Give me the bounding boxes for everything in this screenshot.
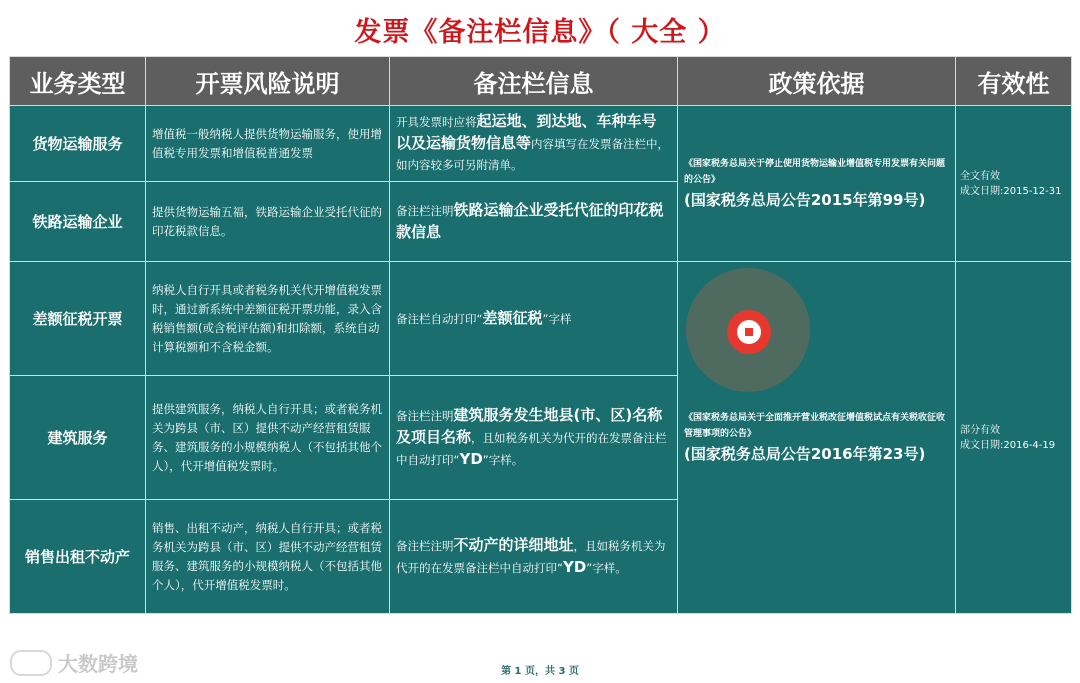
table-header-row — [10, 57, 1072, 106]
note-text: 备注栏注明 — [396, 538, 454, 553]
note-text: 备注栏注明 — [396, 203, 454, 218]
note-text: 备注栏自动打印“ — [396, 311, 483, 326]
validity-status: 部分有效 — [960, 424, 1000, 436]
note-text: ”字样 — [542, 311, 572, 326]
note-emphasis: 铁路运输企业受托代征的印花税款信息 — [396, 200, 664, 241]
note-emphasis: 起运地、到达地、车种车号以及运输货物信息等 — [396, 112, 657, 152]
header-note-info: 备注栏信息 — [390, 57, 678, 106]
note-text: ”字样。 — [482, 452, 524, 467]
policy-cell — [678, 106, 956, 262]
note-emphasis: 不动产的详细地址 — [453, 535, 574, 554]
header-policy-basis: 政策依据 — [678, 57, 956, 106]
validity-status: 全文有效 — [960, 170, 1000, 182]
business-type-cell: 差额征税开票 — [10, 262, 146, 376]
policy-name: 《国家税务总局关于全面推开营业税改征增值税试点有关税收征收管理事项的公告》 — [684, 412, 946, 439]
note-text: 开具发票时应将 — [396, 115, 477, 129]
brand-name: 大数跨境 — [58, 652, 138, 676]
watermark-logo-icon — [727, 310, 771, 354]
business-type-cell: 铁路运输企业 — [10, 182, 146, 262]
policy-number: (国家税务总局公告2015年第99号) — [684, 190, 926, 209]
note-emphasis: 建筑服务发生地县(市、区)名称及项目名称 — [396, 405, 663, 446]
note-cell — [390, 262, 678, 376]
business-type-cell: 货物运输服务 — [10, 106, 146, 182]
invoice-notes-table — [9, 56, 1072, 614]
validity-cell — [956, 106, 1072, 262]
note-cell — [390, 376, 678, 500]
risk-cell: 提供货物运输五福，铁路运输企业受托代征的印花税款信息。 — [146, 182, 390, 262]
header-business-type: 业务类型 — [10, 57, 146, 106]
note-text: 内容填写在发票备注栏中，如内容较多可另附清单。 — [396, 137, 670, 172]
business-type-cell: 销售出租不动产 — [10, 500, 146, 614]
business-type-cell: 建筑服务 — [10, 376, 146, 500]
header-validity: 有效性 — [956, 57, 1072, 106]
risk-cell: 纳税人自行开具或者税务机关代开增值税发票时，通过新系统中差额征税开票功能，录入含税销售额(或含税评估额)和扣除额，系统自动计算税额和不含税金额。 — [146, 262, 390, 376]
validity-date: 成文日期:2015-12-31 — [960, 185, 1062, 197]
risk-cell: 销售、出租不动产，纳税人自行开具；或者税务机关为跨县（市、区）提供不动产经营租赁服务、建筑服务的小规模纳税人（不包括其他个人），代开增值税发票时。 — [146, 500, 390, 614]
note-cell — [390, 182, 678, 262]
note-cell — [390, 500, 678, 614]
note-emphasis: YD — [562, 557, 587, 576]
note-text: 备注栏注明 — [396, 408, 454, 423]
page-title: 发票《备注栏信息》（ 大全 ） — [354, 17, 726, 48]
note-emphasis: 差额征税 — [482, 308, 543, 327]
note-text: ”字样。 — [586, 560, 627, 575]
note-text: ，且如税务机关为代开的在发票备注栏中自动打印“ — [396, 430, 667, 467]
note-cell — [390, 106, 678, 182]
table-row — [10, 106, 1072, 182]
table-row — [10, 262, 1072, 376]
note-emphasis: YD — [459, 449, 483, 468]
page-number: 第 1 页，共 3 页 — [501, 666, 579, 677]
policy-number: (国家税务总局公告2016年第23号) — [684, 444, 926, 463]
note-text: ，且如税务机关为代开的在发票备注栏中自动打印“ — [396, 538, 666, 575]
validity-date: 成文日期:2016-4-19 — [960, 439, 1056, 451]
validity-cell — [956, 262, 1072, 614]
risk-cell: 增值税一般纳税人提供货物运输服务，使用增值税专用发票和增值税普通发票 — [146, 106, 390, 182]
risk-cell: 提供建筑服务，纳税人自行开具；或者税务机关为跨县（市、区）提供不动产经营租赁服务、建筑服务的小规模纳税人（不包括其他个人），代开增值税发票时。 — [146, 376, 390, 500]
policy-name: 《国家税务总局关于停止使用货物运输业增值税专用发票有关问题的公告》 — [684, 158, 946, 185]
header-risk-description: 开票风险说明 — [146, 57, 390, 106]
